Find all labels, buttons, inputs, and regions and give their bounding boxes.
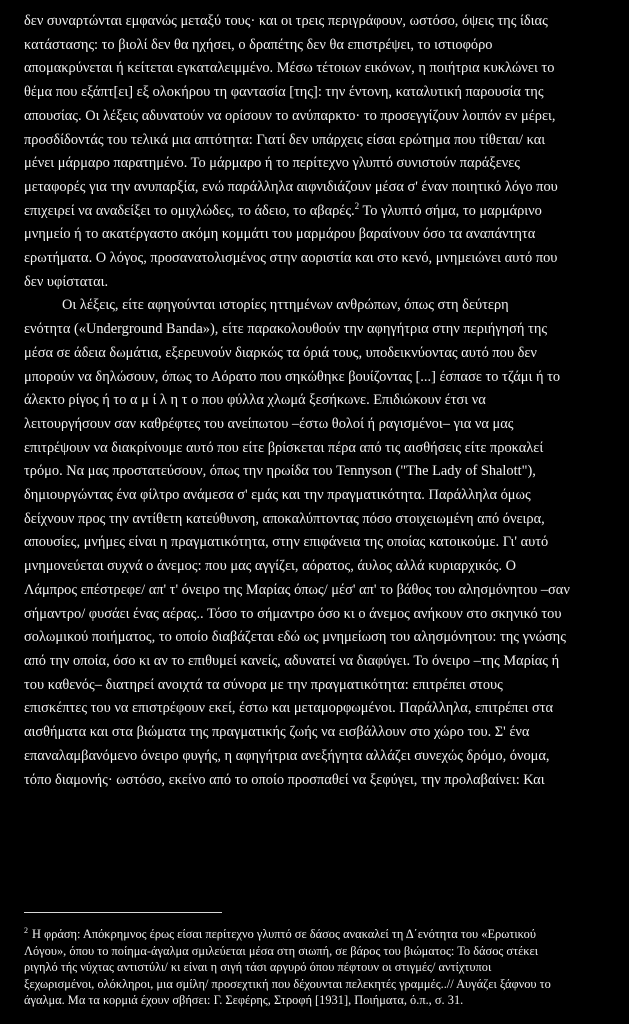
footnote-reference: 2	[354, 200, 360, 211]
text-line: τρόμο. Να μας προστατεύσουν, όπως την ηρωίδα του Tennyson ("The Lady of Shalott"),	[24, 463, 536, 480]
body-paragraph-2	[24, 294, 605, 792]
text-line: προσδίδοντάς του τελικά μια απτότητα: Γιατί δεν υπάρχεις είσαι ερώτημα που τίθεται/ και	[24, 131, 546, 148]
text-line: του καθενός– διατηρεί ανοιχτά τα σύνορα με την πραγματικότητα: επιτρέπει στους	[24, 676, 503, 693]
text-line: τόπο διαμονής· ωστόσο, εκείνο από το οποίο προσπαθεί να ξεφύγει, την προλαβαίνει: Και	[24, 771, 545, 788]
text-line: επιτρέψουν να διακρίνουμε αυτό που είτε βρίσκεται πέρα από τις αισθήσεις είτε προκαλεί	[24, 439, 544, 456]
text-line: Λάμπρος επέστρεφε/ απ' τ' όνειρο της Μαρίας όπως/ μέσ' απ' το βάθος του αλησμόνητου –σαν	[24, 581, 570, 598]
text-line: απουσίες, μνήμες είναι η πραγματικότητα, στην επιφάνεια της οποίας κατοικούμε. Γι' αυτό	[24, 534, 549, 551]
text-line: δείχνουν προς την αντίθετη κατεύθυνση, αποκαλύπτοντας πόσο στοιχειωμένη από όνειρα,	[24, 510, 545, 527]
text-line: απομακρύνεται ή κείτεται εγκαταλειμμένο. Μέσω τέτοιων εικόνων, η ποιήτρια κυκλώνει το	[24, 60, 555, 77]
text-line: μέσα σε άδεια δωμάτια, εξερευνούν διαρκώς τα όριά τους, υποδεικνύοντας αυτό που δεν	[24, 344, 537, 361]
text-line: δεν υφίσταται.	[24, 273, 109, 290]
footnote-line	[24, 926, 605, 943]
text-line: δημιουργώντας ένα φίλτρο ανάμεσα σ' εμάς και την πραγματικότητα. Παράλληλα όμως	[24, 487, 531, 504]
footnote-line: ριγηλό τής νύχτας αντιστύλι/ κι είναι η σιγή τάσι αργυρό όπου πέφτουν οι στιγμές/ αντίχτυποι	[24, 960, 492, 974]
text-line: μεταφορές για την ανυπαρξία, ενώ παράλληλα αιφνιδιάζουν μέσα σ' έναν ποιητικό λόγο που	[24, 178, 558, 195]
text-line: επαναλαμβανόμενο όνειρο φυγής, η αφηγήτρια ανεξήγητα αλλάζει συνεχώς δρόμο, όνομα,	[24, 747, 550, 764]
text-line: σολωμικού ποιήματος, το οποίο διαβάζεται εδώ ως μνημείωση του αλησμόνητου: της γνώσης	[24, 629, 566, 646]
text-line: μένει μάρμαρο παρατημένο. Το μάρμαρο ή το περίτεχνο γλυπτό συνιστούν παράξενες	[24, 155, 521, 172]
text-line: άλεκτο ρίγος ή το α μ ί λ η τ ο που φύλλα χλωμά ξεσήκωνε. Επιδιώκουν έτσι να	[24, 392, 486, 409]
footnote-line: Λόγου», όπου το ποίημα-άγαλμα σμιλεύεται μέσα στη σιωπή, σε βάρος του βιώματος: Το δάσος στέκει	[24, 943, 539, 958]
text-line: ενότητα («Underground Banda»), είτε παρακολουθούν την αφηγήτρια στην περιήγησή της	[24, 321, 548, 338]
footnote-number: 2	[24, 925, 28, 935]
text-line: μνημονεύεται συχνά ο άνεμος: που μας αγγίζει, αόρατος, άυλος αλλά κυριαρχικός. Ο	[24, 558, 517, 575]
text-line: λειτουργήσουν σαν καθρέφτες του ανείπωτου –έστω θολοί ή ραγισμένοι– για να μας	[24, 415, 514, 432]
text-line: αισθήματα και στα βιώματα της πραγματικής ζωής να εισβάλλουν στο χώρο του. Σ' ένα	[24, 724, 530, 741]
footnote	[24, 926, 605, 1009]
text-line-with-footnote	[24, 200, 605, 224]
text-line: απουσίας. Οι λέξεις αδυνατούν να ορίσουν το ανύπαρκτο· το προσεγγίζουν λοιπόν εν μέρει,	[24, 107, 556, 124]
footnote-separator	[24, 912, 222, 913]
text-line: δεν συναρτώνται εμφανώς μεταξύ τους· και οι τρεις περιγράφουν, ωστόσο, όψεις της ίδιας	[24, 13, 548, 29]
text-line: μπορούν να δηλώσουν, όπως το Αόρατο που σηκώθηκε βουίζοντας [...] έσπασε το τζάμι ή το	[24, 368, 561, 385]
text-line: κατάστασης: το βιολί δεν θα ηχήσει, ο δραπέτης δεν θα επιστρέψει, το ιστιοφόρο	[24, 36, 493, 53]
text-fragment: επιχειρεί να αναδείξει το ομιχλώδες, το άδειο, το αβαρές.	[24, 202, 355, 219]
footnote-line: ξεχωρισμένοι, ολόκληροι, μια σμίλη/ προσεχτική που δέχουνται πελεκητές γραμμές..// Αυγάζει ξάφνου το	[24, 976, 551, 991]
footnote-text: Η φράση: Απόκρημνος έρως είσαι περίτεχνο γλυπτό σε δάσος ανακαλεί τη Δ΄ενότητα του «Ερωτικού	[32, 927, 536, 941]
text-line: Οι λέξεις, είτε αφηγούνται ιστορίες ηττημένων ανθρώπων, όπως στη δεύτερη	[62, 297, 509, 314]
text-line: θέμα που εξάπτ[ει] εξ ολοκήρου τη φαντασία [της]: την έντονη, καταλυτική παρουσία της	[24, 84, 544, 101]
body-paragraph-1	[24, 10, 605, 294]
text-line: σήμαντρο/ φυσάει ένας αέρας.. Τόσο το σήμαντρο όσο κι ο άνεμος ανήκουν στο σκηνικό του	[24, 605, 562, 622]
footnote-line: άγαλμα. Μα τα κορμιά έχουν σβήσει: Γ. Σεφέρης, Στροφή [1931], Ποιήματα, ό.π., σ. 31.	[24, 993, 464, 1007]
text-line: ερωτήματα. Ο λόγος, προσανατολισμένος στην αοριστία και στο κενό, μνημειώνει αυτό που	[24, 250, 558, 267]
text-line: επισκέπτες του να επιστρέφουν εκεί, έστω και μεταμορφωμένοι. Παράλληλα, επιτρέπει στα	[24, 700, 554, 717]
text-line: μνημείο ή το ακατέργαστο ακόμη κομμάτι του μαρμάρου βαραίνουν όσο τα αναπάντητα	[24, 226, 536, 243]
text-fragment: Το γλυπτό σήμα, το μαρμάρινο	[362, 202, 542, 219]
text-line: από την οποία, όσο κι αν το επιθυμεί κανείς, αδυνατεί να διαφύγει. Το όνειρο –της Μαρίας ή	[24, 652, 560, 669]
